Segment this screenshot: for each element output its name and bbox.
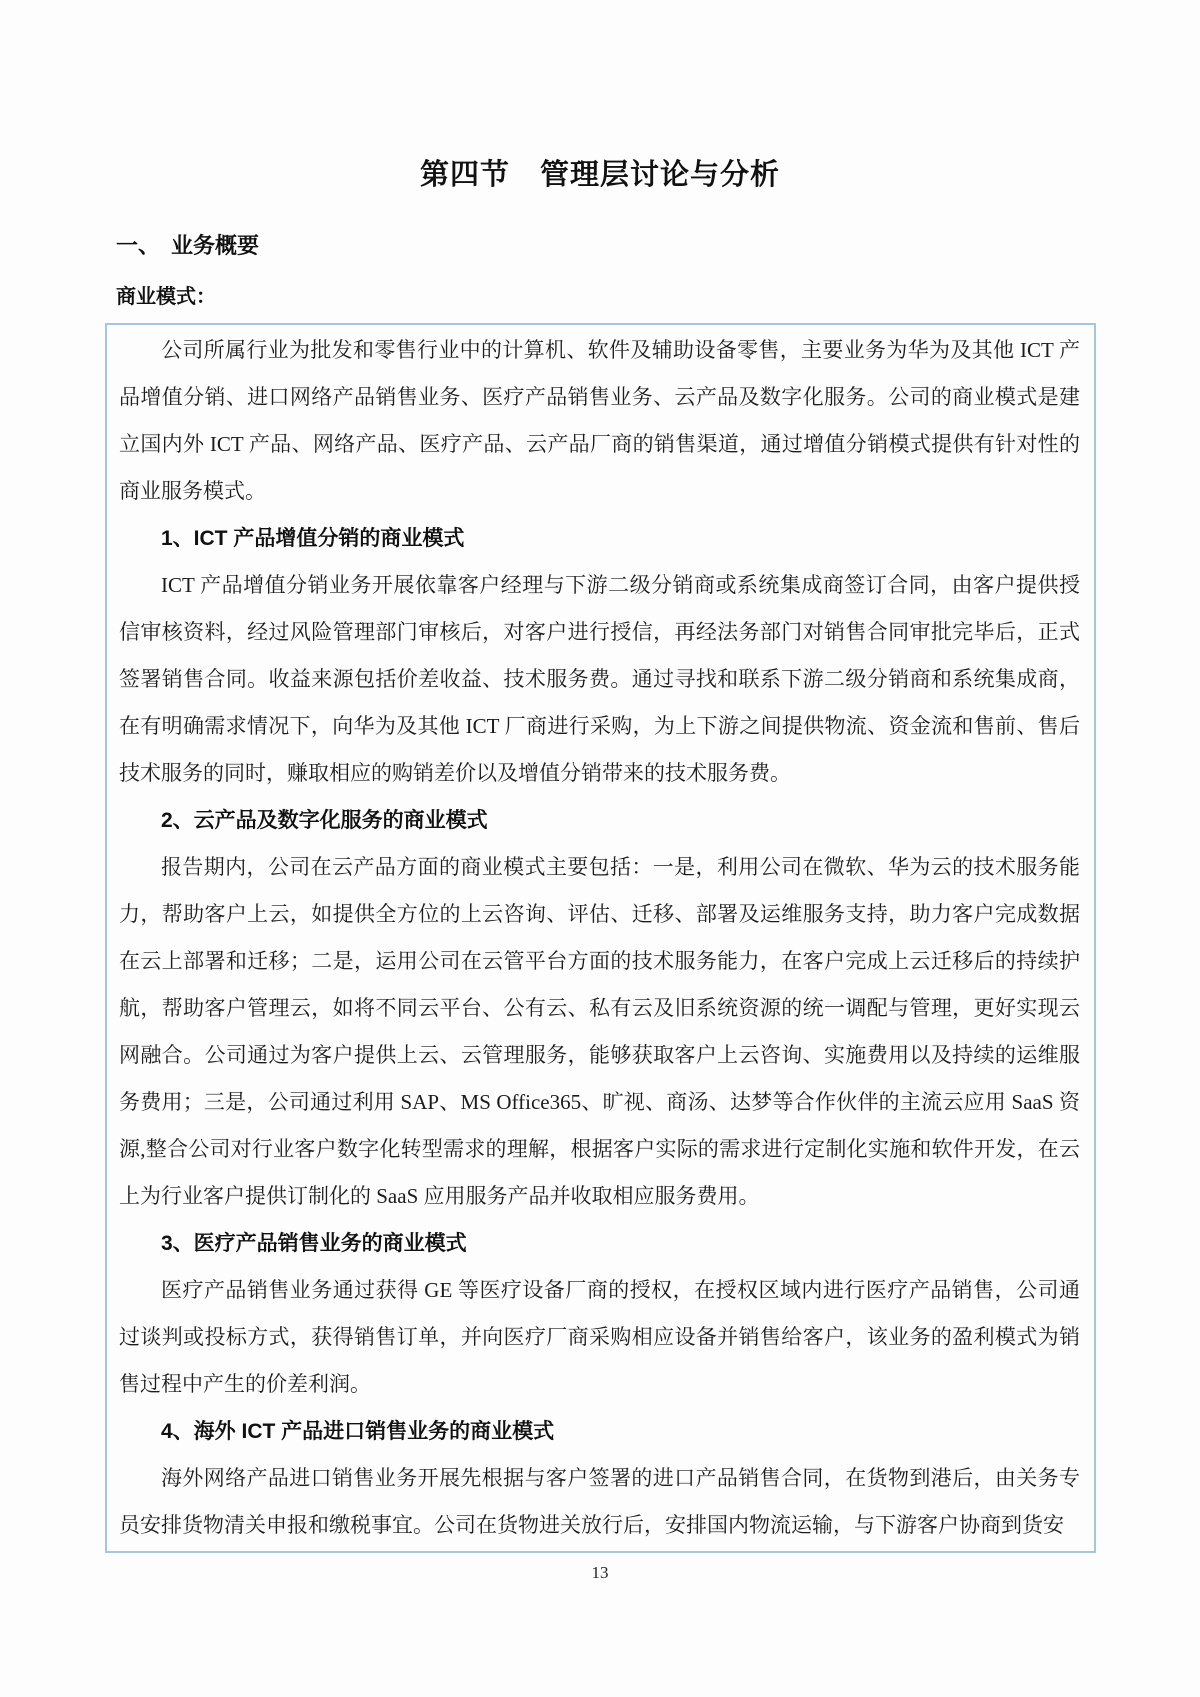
subsection-heading-overseas-ict-import: 4、海外 ICT 产品进口销售业务的商业模式 xyxy=(161,1420,555,1443)
section-heading-business-summary: 一、 业务概要 xyxy=(116,233,260,258)
page-title: 第四节 管理层讨论与分析 xyxy=(419,159,780,191)
subsection-heading-medical-products: 3、医疗产品销售业务的商业模式 xyxy=(161,1232,467,1255)
business-model-box xyxy=(105,323,1096,1553)
subsection-body-overseas-ict-import: 海外网络产品进口销售业务开展先根据与客户签署的进口产品销售合同，在货物到港后，由关务专员安排货物清关申报和缴税事宜。公司在货物进关放行后，安排国内物流运输，与下游客户协商到货安 xyxy=(119,1466,1080,1537)
intro-paragraph: 公司所属行业为批发和零售行业中的计算机、软件及辅助设备零售，主要业务为华为及其他 ICT 产品增值分销、进口网络产品销售业务、医疗产品销售业务、云产品及数字化服务。公司的商业模式是建立国内外 ICT 产品、网络产品、医疗产品、云产品厂商的销售渠道，通过增值分销模式提供有针对性的商业服务模式。 xyxy=(119,338,1080,503)
subsection-body-ict-distribution: ICT 产品增值分销业务开展依靠客户经理与下游二级分销商或系统集成商签订合同，由客户提供授信审核资料，经过风险管理部门审核后，对客户进行授信，再经法务部门对销售合同审批完毕后，正式签署销售合同。收益来源包括价差收益、技术服务费。通过寻找和联系下游二级分销商和系统集成商，在有明确需求情况下，向华为及其他 ICT 厂商进行采购，为上下游之间提供物流、资金流和售前、售后技术服务的同时，赚取相应的购销差价以及增值分销带来的技术服务费。 xyxy=(119,573,1080,785)
page-number: 13 xyxy=(591,1563,609,1582)
subsection-body-cloud-services: 报告期内，公司在云产品方面的商业模式主要包括：一是，利用公司在微软、华为云的技术服务能力，帮助客户上云，如提供全方位的上云咨询、评估、迁移、部署及运维服务支持，助力客户完成数据在云上部署和迁移；二是，运用公司在云管平台方面的技术服务能力，在客户完成上云迁移后的持续护航，帮助客户管理云，如将不同云平台、公有云、私有云及旧系统资源的统一调配与管理，更好实现云网融合。公司通过为客户提供上云、云管理服务，能够获取客户上云咨询、实施费用以及持续的运维服务费用；三是，公司通过利用 SAP、MS Office365、旷视、商汤、达梦等合作伙伴的主流云应用 SaaS 资源,整合公司对行业客户数字化转型需求的理解，根据客户实际的需求进行定制化实施和软件开发，在云上为行业客户提供订制化的 SaaS 应用服务产品并收取相应服务费用。 xyxy=(119,855,1080,1208)
subsection-heading-ict-distribution: 1、ICT 产品增值分销的商业模式 xyxy=(161,527,465,550)
subsection-heading-cloud-services: 2、云产品及数字化服务的商业模式 xyxy=(161,809,488,832)
subsection-body-medical-products: 医疗产品销售业务通过获得 GE 等医疗设备厂商的授权，在授权区域内进行医疗产品销售，公司通过谈判或投标方式，获得销售订单，并向医疗厂商采购相应设备并销售给客户，该业务的盈利模式为销售过程中产生的价差利润。 xyxy=(119,1278,1080,1396)
business-model-label: 商业模式： xyxy=(116,286,216,308)
